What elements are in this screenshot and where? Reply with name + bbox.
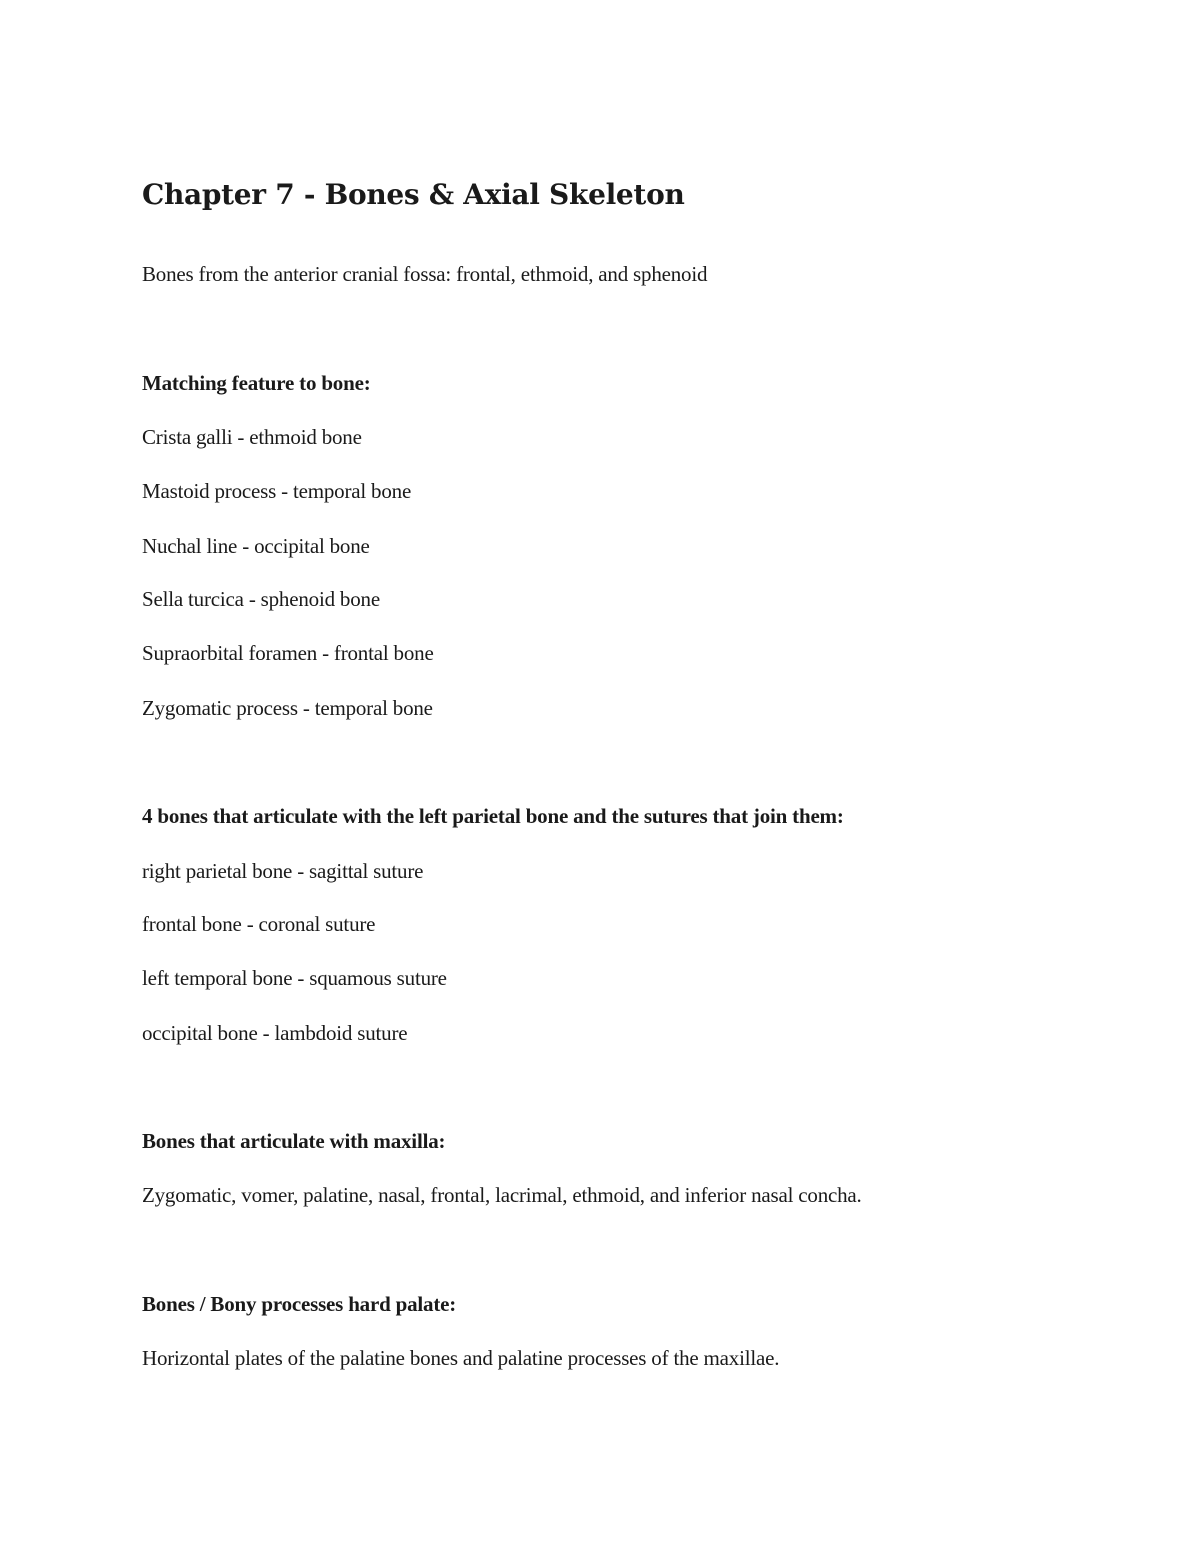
matching-item-mastoid-process: Mastoid process - temporal bone bbox=[142, 479, 412, 503]
suture-item-coronal: frontal bone - coronal suture bbox=[142, 912, 376, 936]
matching-item-sella-turcica: Sella turcica - sphenoid bone bbox=[142, 587, 380, 611]
matching-item-supraorbital-foramen: Supraorbital foramen - frontal bone bbox=[142, 641, 434, 665]
section-heading-maxilla: Bones that articulate with maxilla: bbox=[142, 1129, 446, 1153]
section-heading-hard-palate: Bones / Bony processes hard palate: bbox=[142, 1292, 457, 1316]
document-title: Chapter 7 - Bones & Axial Skeleton bbox=[142, 178, 685, 211]
intro-paragraph: Bones from the anterior cranial fossa: frontal, ethmoid, and sphenoid bbox=[142, 262, 708, 286]
suture-item-squamous: left temporal bone - squamous suture bbox=[142, 966, 447, 990]
suture-item-lambdoid: occipital bone - lambdoid suture bbox=[142, 1021, 408, 1045]
section-heading-parietal-articulations: 4 bones that articulate with the left parietal bone and the sutures that join them: bbox=[142, 804, 844, 828]
section-heading-matching-feature: Matching feature to bone: bbox=[142, 371, 371, 395]
matching-item-crista-galli: Crista galli - ethmoid bone bbox=[142, 425, 362, 449]
maxilla-articulations-text: Zygomatic, vomer, palatine, nasal, frontal, lacrimal, ethmoid, and inferior nasal concha. bbox=[142, 1183, 862, 1207]
matching-item-zygomatic-process: Zygomatic process - temporal bone bbox=[142, 696, 433, 720]
matching-item-nuchal-line: Nuchal line - occipital bone bbox=[142, 534, 370, 558]
suture-item-sagittal: right parietal bone - sagittal suture bbox=[142, 859, 424, 883]
hard-palate-text: Horizontal plates of the palatine bones and palatine processes of the maxillae. bbox=[142, 1346, 780, 1370]
